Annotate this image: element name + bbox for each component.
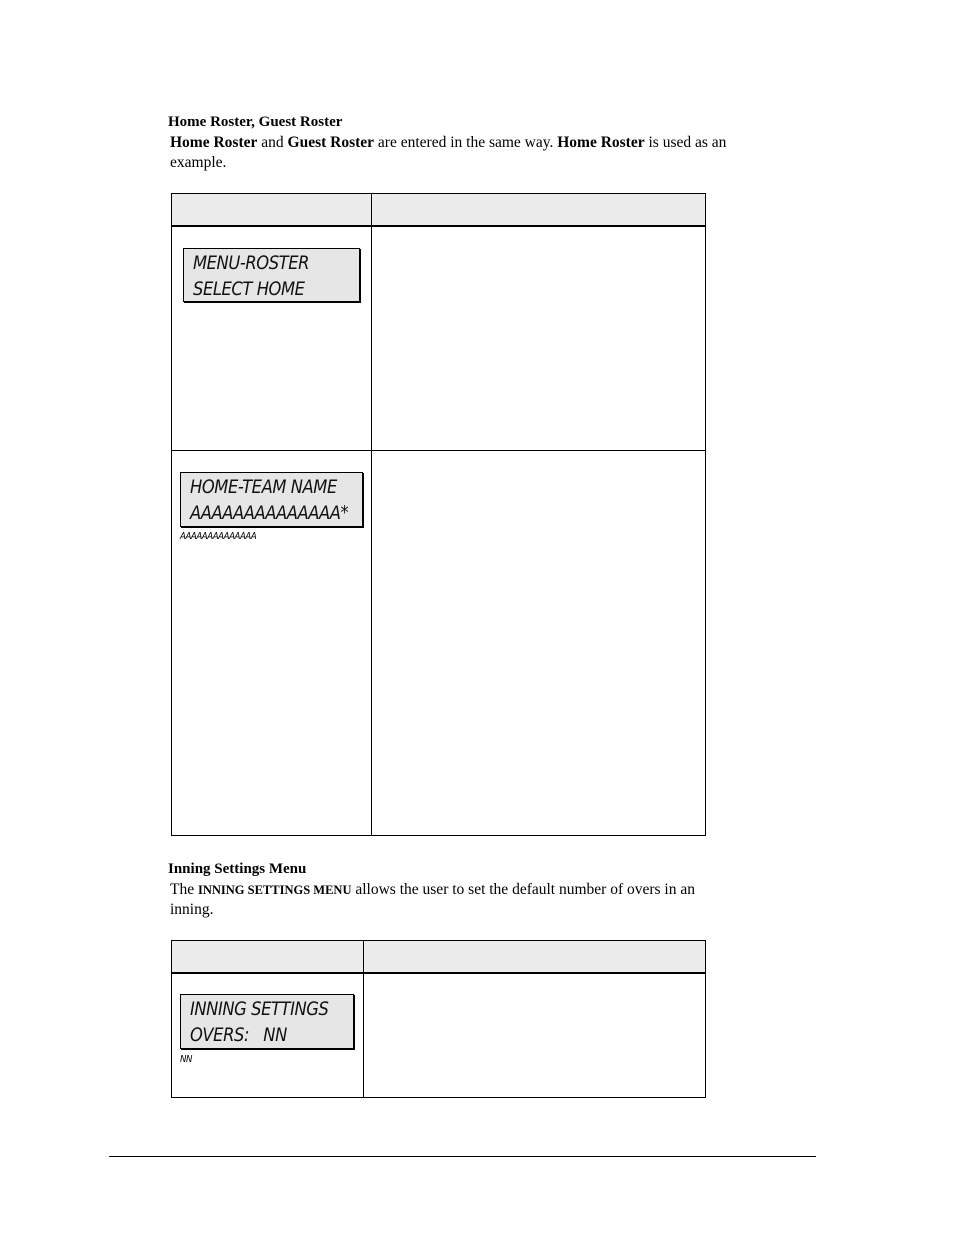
header-cell	[372, 194, 706, 227]
text-fragment: is used as an	[644, 134, 727, 151]
lcd-line: OVERS: NN	[190, 1024, 287, 1046]
lcd-line: SELECT HOME	[193, 278, 305, 300]
term-home-roster: Home Roster	[557, 134, 645, 151]
header-cell	[172, 194, 372, 227]
term-inning-settings-menu: INNING SETTINGS MENU	[197, 883, 352, 897]
description-cell	[372, 451, 706, 836]
lcd-note: AAAAAAAAAAAAAA	[180, 531, 257, 542]
text-fragment: are entered in the same way.	[374, 134, 558, 151]
roster-intro-paragraph	[170, 133, 726, 153]
lcd-line: INNING SETTINGS	[190, 998, 329, 1020]
lcd-note: NN	[180, 1054, 193, 1065]
description-cell	[364, 973, 706, 1098]
lcd-line: HOME-TEAM NAME	[190, 476, 337, 498]
roster-intro-paragraph-line2: example.	[170, 154, 227, 171]
lcd-line: AAAAAAAAAAAAAA*	[190, 502, 349, 524]
inning-intro-paragraph	[170, 880, 695, 900]
text-fragment: and	[257, 134, 288, 151]
lcd-display-menu-roster	[183, 248, 360, 302]
text-fragment: allows the user to set the default number of overs in an	[351, 881, 695, 898]
inning-intro-paragraph-line2: inning.	[170, 901, 214, 918]
description-cell	[372, 226, 706, 451]
section-heading-inning-settings: Inning Settings Menu	[168, 861, 307, 877]
section-heading-roster: Home Roster, Guest Roster	[168, 114, 343, 130]
term-home-roster: Home Roster	[170, 134, 258, 151]
lcd-display-inning-settings	[180, 994, 354, 1049]
header-cell	[172, 941, 364, 974]
table-header-row	[172, 941, 706, 974]
header-cell	[364, 941, 706, 974]
lcd-display-home-team-name	[180, 472, 363, 527]
footer-rule	[109, 1156, 816, 1157]
lcd-line: MENU-ROSTER	[193, 252, 310, 274]
term-guest-roster: Guest Roster	[287, 134, 375, 151]
table-header-row	[172, 194, 706, 227]
text-fragment: The	[170, 881, 198, 898]
